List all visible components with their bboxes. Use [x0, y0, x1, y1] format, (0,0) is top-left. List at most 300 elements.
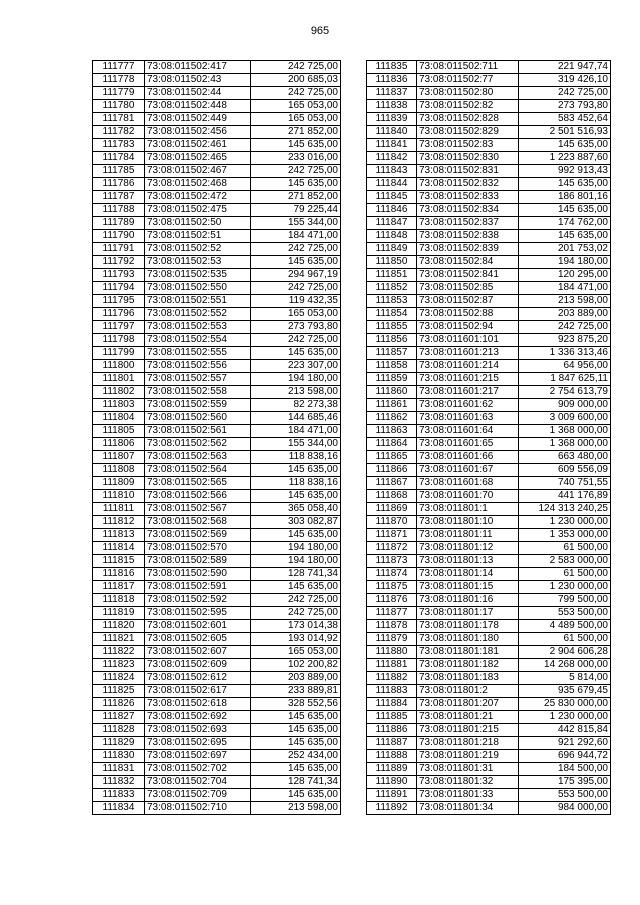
cadastral-number-cell: 73:08:011801:219: [417, 750, 519, 763]
row-number-cell: 111783: [93, 139, 145, 152]
cadastral-number-cell: 73:08:011502:568: [145, 516, 251, 529]
table-row: [367, 490, 611, 503]
table-row: [367, 191, 611, 204]
cadastral-number-cell: 73:08:011502:43: [145, 74, 251, 87]
value-cell: 663 480,00: [519, 451, 611, 464]
value-cell: 203 889,00: [251, 672, 341, 685]
value-cell: 102 200,82: [251, 659, 341, 672]
row-number-cell: 111838: [367, 100, 417, 113]
table-row: [367, 516, 611, 529]
cadastral-number-cell: 73:08:011502:461: [145, 139, 251, 152]
table-row: [367, 269, 611, 282]
table-row: [367, 438, 611, 451]
row-number-cell: 111819: [93, 607, 145, 620]
row-number-cell: 111873: [367, 555, 417, 568]
value-cell: 194 180,00: [251, 373, 341, 386]
value-cell: 1 230 000,00: [519, 711, 611, 724]
row-number-cell: 111811: [93, 503, 145, 516]
table-row: [367, 412, 611, 425]
row-number-cell: 111821: [93, 633, 145, 646]
row-number-cell: 111846: [367, 204, 417, 217]
value-cell: 61 500,00: [519, 542, 611, 555]
value-cell: 124 313 240,25: [519, 503, 611, 516]
row-number-cell: 111877: [367, 607, 417, 620]
left-table: [92, 60, 341, 815]
value-cell: 4 489 500,00: [519, 620, 611, 633]
cadastral-number-cell: 73:08:011502:609: [145, 659, 251, 672]
value-cell: 145 635,00: [251, 178, 341, 191]
table-row: [367, 555, 611, 568]
table-row: [93, 243, 341, 256]
table-row: [93, 607, 341, 620]
value-cell: 145 635,00: [519, 178, 611, 191]
value-cell: 921 292,60: [519, 737, 611, 750]
table-row: [367, 61, 611, 74]
table-row: [93, 477, 341, 490]
table-row: [367, 789, 611, 802]
row-number-cell: 111808: [93, 464, 145, 477]
value-cell: 120 295,00: [519, 269, 611, 282]
row-number-cell: 111863: [367, 425, 417, 438]
row-number-cell: 111780: [93, 100, 145, 113]
table-row: [93, 464, 341, 477]
row-number-cell: 111883: [367, 685, 417, 698]
value-cell: 441 176,89: [519, 490, 611, 503]
row-number-cell: 111840: [367, 126, 417, 139]
row-number-cell: 111882: [367, 672, 417, 685]
table-row: [367, 698, 611, 711]
cadastral-number-cell: 73:08:011801:178: [417, 620, 519, 633]
cadastral-number-cell: 73:08:011801:180: [417, 633, 519, 646]
table-row: [367, 373, 611, 386]
row-number-cell: 111825: [93, 685, 145, 698]
cadastral-number-cell: 73:08:011801:181: [417, 646, 519, 659]
row-number-cell: 111827: [93, 711, 145, 724]
row-number-cell: 111820: [93, 620, 145, 633]
row-number-cell: 111875: [367, 581, 417, 594]
row-number-cell: 111816: [93, 568, 145, 581]
table-row: [93, 438, 341, 451]
row-number-cell: 111862: [367, 412, 417, 425]
table-row: [93, 373, 341, 386]
value-cell: 200 685,03: [251, 74, 341, 87]
table-row: [367, 659, 611, 672]
table-row: [367, 477, 611, 490]
value-cell: 2 904 606,28: [519, 646, 611, 659]
row-number-cell: 111777: [93, 61, 145, 74]
value-cell: 242 725,00: [519, 87, 611, 100]
value-cell: 165 053,00: [251, 308, 341, 321]
value-cell: 909 000,00: [519, 399, 611, 412]
cadastral-number-cell: 73:08:011502:467: [145, 165, 251, 178]
value-cell: 442 815,84: [519, 724, 611, 737]
value-cell: 165 053,00: [251, 646, 341, 659]
row-number-cell: 111823: [93, 659, 145, 672]
row-number-cell: 111793: [93, 269, 145, 282]
row-number-cell: 111876: [367, 594, 417, 607]
table-row: [367, 763, 611, 776]
row-number-cell: 111869: [367, 503, 417, 516]
cadastral-number-cell: 73:08:011801:207: [417, 698, 519, 711]
table-row: [93, 74, 341, 87]
value-cell: 242 725,00: [251, 61, 341, 74]
row-number-cell: 111860: [367, 386, 417, 399]
cadastral-number-cell: 73:08:011502:449: [145, 113, 251, 126]
table-row: [367, 204, 611, 217]
cadastral-number-cell: 73:08:011502:709: [145, 789, 251, 802]
value-cell: 14 268 000,00: [519, 659, 611, 672]
row-number-cell: 111800: [93, 360, 145, 373]
table-row: [367, 139, 611, 152]
value-cell: 145 635,00: [251, 139, 341, 152]
cadastral-number-cell: 73:08:011601:215: [417, 373, 519, 386]
table-row: [367, 451, 611, 464]
value-cell: 128 741,34: [251, 776, 341, 789]
row-number-cell: 111786: [93, 178, 145, 191]
table-row: [367, 503, 611, 516]
table-row: [367, 243, 611, 256]
value-cell: 213 598,00: [519, 295, 611, 308]
cadastral-number-cell: 73:08:011502:552: [145, 308, 251, 321]
value-cell: 273 793,80: [519, 100, 611, 113]
cadastral-number-cell: 73:08:011502:84: [417, 256, 519, 269]
row-number-cell: 111834: [93, 802, 145, 815]
table-row: [93, 789, 341, 802]
cadastral-number-cell: 73:08:011502:702: [145, 763, 251, 776]
cadastral-number-cell: 73:08:011801:15: [417, 581, 519, 594]
value-cell: 242 725,00: [251, 607, 341, 620]
row-number-cell: 111803: [93, 399, 145, 412]
row-number-cell: 111830: [93, 750, 145, 763]
value-cell: 145 635,00: [251, 789, 341, 802]
value-cell: 145 635,00: [251, 490, 341, 503]
page-number: 965: [310, 25, 330, 37]
table-row: [367, 737, 611, 750]
value-cell: 923 875,20: [519, 334, 611, 347]
table-row: [93, 594, 341, 607]
value-cell: 242 725,00: [251, 282, 341, 295]
value-cell: 145 635,00: [251, 724, 341, 737]
cadastral-number-cell: 73:08:011502:77: [417, 74, 519, 87]
table-row: [93, 763, 341, 776]
row-number-cell: 111858: [367, 360, 417, 373]
value-cell: 1 368 000,00: [519, 438, 611, 451]
cadastral-number-cell: 73:08:011502:53: [145, 256, 251, 269]
cadastral-number-cell: 73:08:011502:589: [145, 555, 251, 568]
cadastral-number-cell: 73:08:011502:88: [417, 308, 519, 321]
cadastral-number-cell: 73:08:011502:839: [417, 243, 519, 256]
value-cell: 242 725,00: [251, 243, 341, 256]
value-cell: 165 053,00: [251, 113, 341, 126]
table-row: [93, 529, 341, 542]
table-row: [93, 165, 341, 178]
value-cell: 144 685,46: [251, 412, 341, 425]
cadastral-number-cell: 73:08:011502:563: [145, 451, 251, 464]
cadastral-number-cell: 73:08:011502:52: [145, 243, 251, 256]
table-row: [367, 100, 611, 113]
cadastral-number-cell: 73:08:011502:555: [145, 347, 251, 360]
value-cell: 2 501 516,93: [519, 126, 611, 139]
cadastral-number-cell: 73:08:011601:68: [417, 477, 519, 490]
table-row: [93, 282, 341, 295]
value-cell: 221 947,74: [519, 61, 611, 74]
table-row: [367, 256, 611, 269]
value-cell: 25 830 000,00: [519, 698, 611, 711]
value-cell: 2 754 613,79: [519, 386, 611, 399]
row-number-cell: 111812: [93, 516, 145, 529]
cadastral-number-cell: 73:08:011801:34: [417, 802, 519, 815]
cadastral-number-cell: 73:08:011502:592: [145, 594, 251, 607]
table-row: [367, 802, 611, 815]
cadastral-number-cell: 73:08:011502:44: [145, 87, 251, 100]
cadastral-number-cell: 73:08:011601:64: [417, 425, 519, 438]
value-cell: 696 944,72: [519, 750, 611, 763]
table-row: [93, 178, 341, 191]
right-table: [366, 60, 611, 815]
value-cell: 194 180,00: [519, 256, 611, 269]
value-cell: 1 336 313,46: [519, 347, 611, 360]
value-cell: 61 500,00: [519, 568, 611, 581]
table-row: [367, 594, 611, 607]
cadastral-number-cell: 73:08:011801:183: [417, 672, 519, 685]
cadastral-number-cell: 73:08:011502:837: [417, 217, 519, 230]
row-number-cell: 111798: [93, 334, 145, 347]
cadastral-number-cell: 73:08:011502:82: [417, 100, 519, 113]
cadastral-number-cell: 73:08:011502:601: [145, 620, 251, 633]
row-number-cell: 111817: [93, 581, 145, 594]
row-number-cell: 111861: [367, 399, 417, 412]
cadastral-number-cell: 73:08:011502:559: [145, 399, 251, 412]
cadastral-number-cell: 73:08:011502:711: [417, 61, 519, 74]
cadastral-number-cell: 73:08:011502:692: [145, 711, 251, 724]
row-number-cell: 111835: [367, 61, 417, 74]
value-cell: 61 500,00: [519, 633, 611, 646]
row-number-cell: 111779: [93, 87, 145, 100]
cadastral-number-cell: 73:08:011601:217: [417, 386, 519, 399]
value-cell: 1 353 000,00: [519, 529, 611, 542]
cadastral-number-cell: 73:08:011502:535: [145, 269, 251, 282]
row-number-cell: 111813: [93, 529, 145, 542]
table-row: [93, 620, 341, 633]
table-row: [93, 100, 341, 113]
row-number-cell: 111843: [367, 165, 417, 178]
value-cell: 252 434,00: [251, 750, 341, 763]
row-number-cell: 111789: [93, 217, 145, 230]
table-row: [367, 360, 611, 373]
cadastral-number-cell: 73:08:011502:554: [145, 334, 251, 347]
value-cell: 242 725,00: [251, 165, 341, 178]
value-cell: 740 751,55: [519, 477, 611, 490]
row-number-cell: 111829: [93, 737, 145, 750]
value-cell: 271 852,00: [251, 126, 341, 139]
cadastral-number-cell: 73:08:011502:468: [145, 178, 251, 191]
value-cell: 553 500,00: [519, 607, 611, 620]
table-row: [367, 165, 611, 178]
row-number-cell: 111782: [93, 126, 145, 139]
row-number-cell: 111804: [93, 412, 145, 425]
value-cell: 201 753,02: [519, 243, 611, 256]
row-number-cell: 111850: [367, 256, 417, 269]
cadastral-number-cell: 73:08:011601:63: [417, 412, 519, 425]
table-row: [367, 347, 611, 360]
table-row: [93, 256, 341, 269]
value-cell: 1 847 625,11: [519, 373, 611, 386]
table-row: [93, 451, 341, 464]
row-number-cell: 111785: [93, 165, 145, 178]
cadastral-number-cell: 73:08:011502:595: [145, 607, 251, 620]
table-row: [367, 776, 611, 789]
table-row: [367, 633, 611, 646]
value-cell: 145 635,00: [251, 581, 341, 594]
table-row: [367, 295, 611, 308]
value-cell: 233 889,81: [251, 685, 341, 698]
row-number-cell: 111822: [93, 646, 145, 659]
value-cell: 145 635,00: [519, 139, 611, 152]
value-cell: 184 471,00: [519, 282, 611, 295]
value-cell: 984 000,00: [519, 802, 611, 815]
table-row: [93, 516, 341, 529]
value-cell: 799 500,00: [519, 594, 611, 607]
value-cell: 145 635,00: [251, 529, 341, 542]
row-number-cell: 111836: [367, 74, 417, 87]
row-number-cell: 111797: [93, 321, 145, 334]
row-number-cell: 111788: [93, 204, 145, 217]
table-row: [367, 386, 611, 399]
cadastral-number-cell: 73:08:011502:560: [145, 412, 251, 425]
cadastral-number-cell: 73:08:011502:566: [145, 490, 251, 503]
cadastral-number-cell: 73:08:011502:710: [145, 802, 251, 815]
table-row: [93, 113, 341, 126]
row-number-cell: 111824: [93, 672, 145, 685]
table-row: [93, 295, 341, 308]
cadastral-number-cell: 73:08:011801:12: [417, 542, 519, 555]
cadastral-number-cell: 73:08:011502:557: [145, 373, 251, 386]
value-cell: 193 014,92: [251, 633, 341, 646]
row-number-cell: 111848: [367, 230, 417, 243]
table-row: [367, 711, 611, 724]
table-row: [93, 750, 341, 763]
table-row: [367, 646, 611, 659]
row-number-cell: 111784: [93, 152, 145, 165]
row-number-cell: 111787: [93, 191, 145, 204]
table-row: [367, 113, 611, 126]
value-cell: 5 814,00: [519, 672, 611, 685]
table-row: [93, 230, 341, 243]
row-number-cell: 111791: [93, 243, 145, 256]
cadastral-number-cell: 73:08:011502:693: [145, 724, 251, 737]
table-row: [93, 412, 341, 425]
row-number-cell: 111891: [367, 789, 417, 802]
table-row: [367, 568, 611, 581]
row-number-cell: 111872: [367, 542, 417, 555]
value-cell: 145 635,00: [251, 347, 341, 360]
table-row: [93, 399, 341, 412]
cadastral-number-cell: 73:08:011502:838: [417, 230, 519, 243]
table-row: [93, 724, 341, 737]
row-number-cell: 111859: [367, 373, 417, 386]
table-row: [367, 399, 611, 412]
row-number-cell: 111851: [367, 269, 417, 282]
cadastral-number-cell: 73:08:011502:612: [145, 672, 251, 685]
value-cell: 271 852,00: [251, 191, 341, 204]
value-cell: 213 598,00: [251, 802, 341, 815]
cadastral-number-cell: 73:08:011502:567: [145, 503, 251, 516]
row-number-cell: 111841: [367, 139, 417, 152]
value-cell: 155 344,00: [251, 217, 341, 230]
row-number-cell: 111831: [93, 763, 145, 776]
cadastral-number-cell: 73:08:011502:564: [145, 464, 251, 477]
cadastral-number-cell: 73:08:011502:85: [417, 282, 519, 295]
row-number-cell: 111792: [93, 256, 145, 269]
table-row: [93, 360, 341, 373]
row-number-cell: 111794: [93, 282, 145, 295]
row-number-cell: 111814: [93, 542, 145, 555]
value-cell: 79 225,44: [251, 204, 341, 217]
row-number-cell: 111839: [367, 113, 417, 126]
cadastral-number-cell: 73:08:011502:832: [417, 178, 519, 191]
table-row: [93, 698, 341, 711]
cadastral-number-cell: 73:08:011502:695: [145, 737, 251, 750]
value-cell: 328 552,56: [251, 698, 341, 711]
table-row: [367, 321, 611, 334]
row-number-cell: 111886: [367, 724, 417, 737]
row-number-cell: 111781: [93, 113, 145, 126]
table-row: [93, 425, 341, 438]
cadastral-number-cell: 73:08:011502:697: [145, 750, 251, 763]
value-cell: 223 307,00: [251, 360, 341, 373]
row-number-cell: 111796: [93, 308, 145, 321]
table-row: [367, 230, 611, 243]
cadastral-number-cell: 73:08:011502:605: [145, 633, 251, 646]
cadastral-number-cell: 73:08:011801:218: [417, 737, 519, 750]
row-number-cell: 111805: [93, 425, 145, 438]
value-cell: 203 889,00: [519, 308, 611, 321]
value-cell: 186 801,16: [519, 191, 611, 204]
cadastral-number-cell: 73:08:011801:17: [417, 607, 519, 620]
value-cell: 175 395,00: [519, 776, 611, 789]
table-row: [93, 269, 341, 282]
row-number-cell: 111790: [93, 230, 145, 243]
row-number-cell: 111868: [367, 490, 417, 503]
table-row: [367, 672, 611, 685]
row-number-cell: 111847: [367, 217, 417, 230]
cadastral-number-cell: 73:08:011502:448: [145, 100, 251, 113]
row-number-cell: 111806: [93, 438, 145, 451]
table-row: [367, 685, 611, 698]
value-cell: 242 725,00: [251, 87, 341, 100]
row-number-cell: 111799: [93, 347, 145, 360]
left-table-body: [93, 61, 341, 815]
row-number-cell: 111870: [367, 516, 417, 529]
value-cell: 553 500,00: [519, 789, 611, 802]
value-cell: 173 014,38: [251, 620, 341, 633]
cadastral-number-cell: 73:08:011502:550: [145, 282, 251, 295]
table-row: [367, 334, 611, 347]
cadastral-number-cell: 73:08:011502:94: [417, 321, 519, 334]
value-cell: 242 725,00: [251, 334, 341, 347]
row-number-cell: 111864: [367, 438, 417, 451]
value-cell: 82 273,38: [251, 399, 341, 412]
cadastral-number-cell: 73:08:011801:215: [417, 724, 519, 737]
value-cell: 165 053,00: [251, 100, 341, 113]
cadastral-number-cell: 73:08:011502:591: [145, 581, 251, 594]
cadastral-number-cell: 73:08:011502:51: [145, 230, 251, 243]
table-row: [93, 776, 341, 789]
value-cell: 294 967,19: [251, 269, 341, 282]
table-row: [93, 152, 341, 165]
value-cell: 145 635,00: [251, 763, 341, 776]
row-number-cell: 111890: [367, 776, 417, 789]
